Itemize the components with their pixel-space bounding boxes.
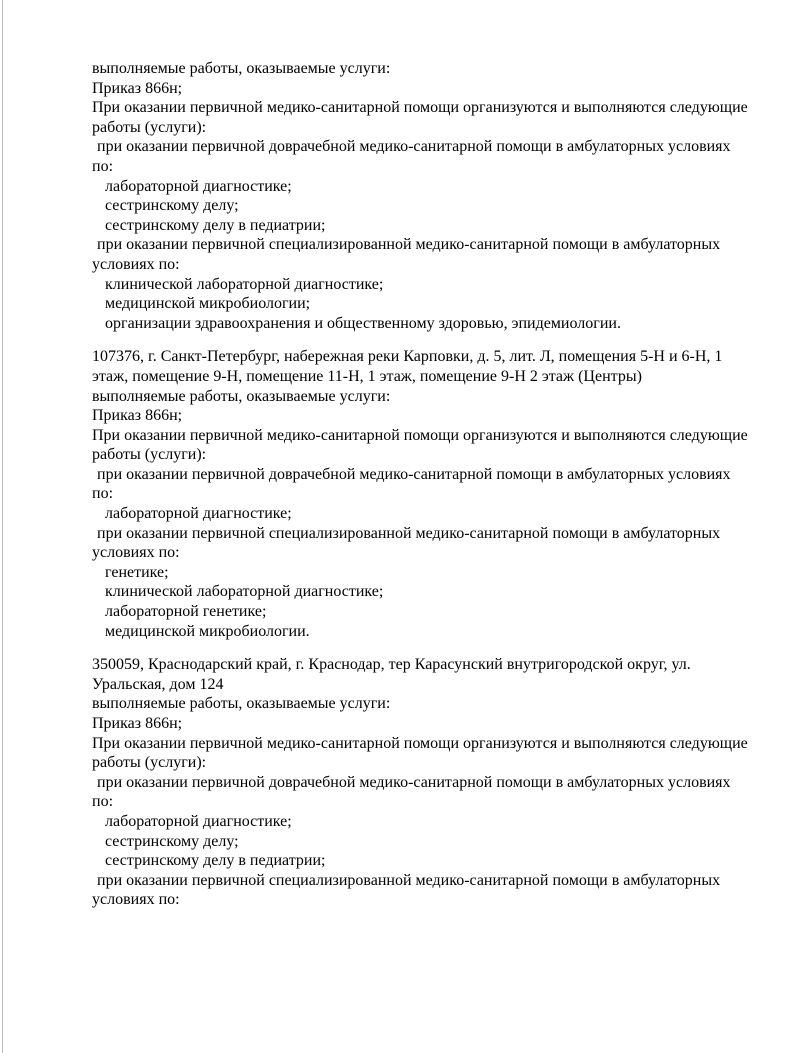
document-line: лабораторной диагностике; (105, 177, 292, 195)
document-line: медицинской микробиологии; (105, 295, 311, 313)
document-line: лабораторной генетике; (105, 603, 267, 621)
document-line: при оказании первичной специализированной медико-санитарной помощи в амбулаторных (97, 871, 721, 889)
document-line: Уральская, дом 124 (92, 675, 224, 693)
document-line: сестринскому делу; (105, 197, 239, 215)
document-line: выполняемые работы, оказываемые услуги: (92, 60, 391, 77)
document-line: лабораторной диагностике; (105, 812, 292, 830)
document-line: условиях по: (92, 255, 180, 273)
document-line: сестринскому делу в педиатрии; (105, 852, 326, 870)
document-line: при оказании первичной специализированной медико-санитарной помощи в амбулаторных (97, 524, 721, 542)
document-line: При оказании первичной медико-санитарной помощи организуются и выполняются следующие (92, 426, 748, 444)
document-line: работы (услуги): (92, 118, 207, 136)
address-services-block (92, 347, 752, 641)
document-line: при оказании первичной доврачебной медико-санитарной помощи в амбулаторных условиях (97, 465, 731, 483)
document-line: выполняемые работы, оказываемые услуги: (92, 387, 391, 405)
document-line: по: (92, 157, 114, 175)
document-line: медицинской микробиологии. (105, 622, 310, 640)
page-edge-line (2, 0, 3, 1053)
document-line: по: (92, 485, 114, 503)
document-line: генетике; (105, 563, 169, 581)
document-line: Приказ 866н; (92, 715, 183, 732)
document-line: условиях по: (92, 891, 180, 909)
document-line: сестринскому делу в педиатрии; (105, 216, 326, 234)
address-services-block (92, 655, 752, 910)
document-line: При оказании первичной медико-санитарной помощи организуются и выполняются следующие (92, 734, 748, 752)
document-line: сестринскому делу; (105, 832, 239, 850)
document-line: работы (услуги): (92, 754, 207, 772)
document-line: 350059, Краснодарский край, г. Краснодар, тер Карасунский внутригородской округ, ул. (92, 656, 691, 674)
document-line: Приказ 866н; (92, 79, 183, 97)
document-line: по: (92, 793, 114, 811)
document-line: 107376, г. Санкт-Петербург, набережная реки Карповки, д. 5, лит. Л, помещения 5-Н и 6-Н, 1 (92, 348, 723, 366)
document-line: При оказании первичной медико-санитарной помощи организуются и выполняются следующие (92, 99, 748, 117)
document-line: выполняемые работы, оказываемые услуги: (92, 695, 391, 713)
license-works-document (92, 59, 752, 910)
document-line: клинической лабораторной диагностике; (105, 583, 384, 601)
document-line: организации здравоохранения и общественному здоровью, эпидемиологии. (105, 314, 621, 332)
document-line: условиях по: (92, 544, 180, 562)
document-line: при оказании первичной специализированной медико-санитарной помощи в амбулаторных (97, 236, 721, 254)
document-line: клинической лабораторной диагностике; (105, 275, 384, 293)
document-line: Приказ 866н; (92, 407, 183, 425)
document-line: работы (услуги): (92, 446, 207, 464)
document-line: при оказании первичной доврачебной медико-санитарной помощи в амбулаторных условиях (97, 138, 731, 156)
document-line: при оказании первичной доврачебной медико-санитарной помощи в амбулаторных условиях (97, 773, 731, 791)
document-line: этаж, помещение 9-Н, помещение 11-Н, 1 этаж, помещение 9-Н 2 этаж (Центры) (92, 367, 642, 385)
address-services-block (92, 59, 752, 333)
document-line: лабораторной диагностике; (105, 505, 292, 523)
